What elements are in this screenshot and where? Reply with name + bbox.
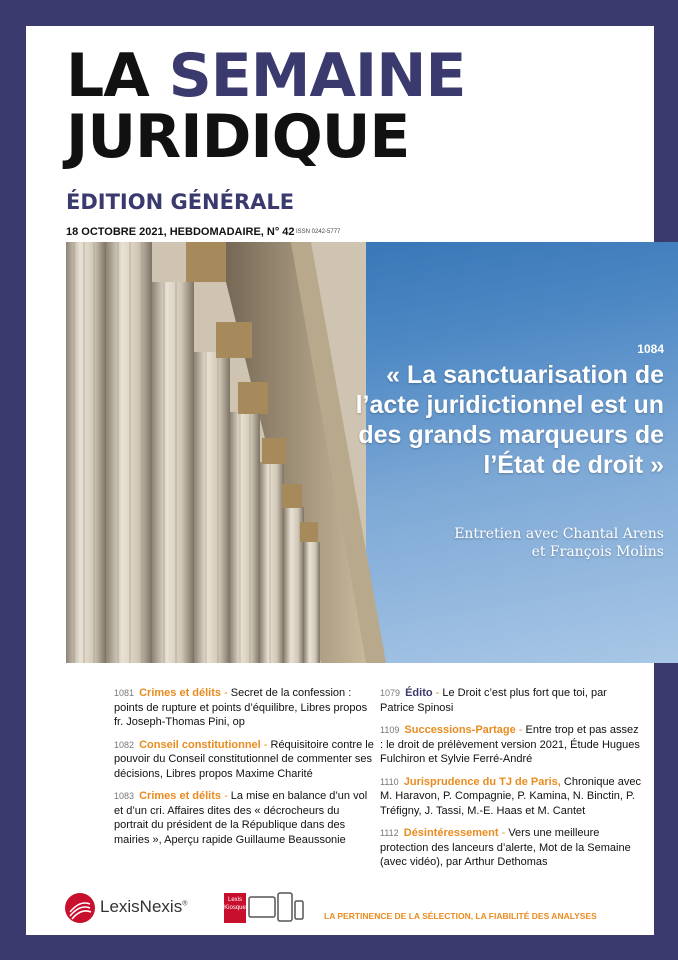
entry-category: Conseil constitutionnel (139, 738, 261, 751)
entry-text: Réquisitoire contre le pouvoir du Conseil constitutionnel de commenter ses décisions, Libres propos Maxime Charité (114, 738, 374, 780)
cover-subtitle (404, 525, 664, 561)
lexis-kiosque-badge[interactable] (224, 891, 304, 929)
entry-text: Secret de la confession : points de rupture et points d’équilibre, Libres propos fr. Joseph-Thomas Pini, op (114, 687, 368, 728)
entry-category: Successions-Partage (404, 724, 516, 736)
masthead-line-1 (66, 41, 626, 111)
contents-entry[interactable] (380, 686, 642, 715)
cover-panel (26, 26, 664, 935)
entry-category: Édito (405, 687, 433, 699)
contents-left-column (114, 686, 376, 855)
entry-category: Crimes et délits (139, 687, 222, 699)
entry-category: Jurisprudence du TJ de Paris, (403, 775, 561, 788)
entry-separator: - (498, 827, 509, 839)
issue-dateline: 18 OCTOBRE 2021, HEBDOMADAIRE, N° 42 (66, 226, 295, 238)
cover-photo (66, 242, 678, 663)
lexisnexis-logo[interactable] (64, 888, 214, 928)
kiosque-icon (224, 893, 246, 923)
entry-text: Chronique avec M. Haravon, P. Compagnie, P. Kamina, N. Binctin, P. Tréfigny, J. Tassi, M.-E. Haas et M. Cantet (380, 775, 641, 817)
contents-right-column (380, 686, 642, 878)
issn: ISSN 0242-5777 (296, 229, 341, 235)
entry-number: 1109 (380, 725, 400, 735)
entry-text: La mise en balance d’un vol et d’un cri. Affaires dites des « décrocheurs du portrait du président de la République dans des mairies », Aperçu rapide Guillaume Beaussonie (114, 790, 368, 846)
entry-category: Crimes et délits (139, 790, 222, 802)
masthead (66, 41, 626, 172)
cover-headline[interactable]: « La sanctuarisation de l’acte juridictionnel est un des grands marqueurs de l’État de droit » (355, 361, 664, 479)
lexisnexis-wordmark (100, 897, 187, 917)
entry-text: Entre trop et pas assez : le droit de prélèvement version 2021, Étude Hugues Fulchiron et Sylvie Ferré-André (380, 724, 640, 765)
edition-label: ÉDITION GÉNÉRALE (66, 190, 295, 214)
lexisnexis-emblem-icon (64, 892, 96, 924)
contents-entry[interactable] (380, 775, 642, 819)
entry-number: 1082 (114, 739, 135, 750)
entry-separator: - (221, 790, 231, 802)
entry-number: 1083 (114, 791, 135, 801)
contents-entry[interactable] (114, 789, 376, 847)
cover-article-number: 1084 (637, 342, 664, 356)
contents-entry[interactable] (380, 826, 642, 870)
entry-number: 1081 (114, 688, 135, 698)
entry-separator: - (515, 724, 526, 736)
cover-subtitle-line-1: Entretien avec Chantal Arens (454, 526, 664, 542)
entry-separator: - (432, 687, 443, 699)
masthead-semaine: SEMAINE (168, 41, 466, 111)
entry-separator: - (221, 687, 231, 699)
contents-entry[interactable] (380, 723, 642, 767)
logo-registered: ® (182, 900, 188, 908)
entry-text: Le Droit c’est plus fort que toi, par Patrice Spinosi (380, 687, 607, 714)
logo-name: LexisNexis (100, 897, 183, 916)
devices-icon (248, 891, 304, 925)
contents-entry[interactable] (114, 738, 376, 782)
entry-text: Vers une meilleure protection des lanceurs d’alerte, Mot de la Semaine (avec vidéo), par Arthur Dethomas (380, 827, 631, 868)
entry-category: Désintéressement (403, 827, 499, 839)
kiosque-label-2: Kiosque (224, 905, 246, 911)
footer-tagline: LA PERTINENCE DE LA SÉLECTION, LA FIABILITÉ DES ANALYSES (324, 911, 597, 921)
entry-number: 1112 (380, 828, 399, 838)
masthead-la: LA (66, 41, 169, 111)
contents-entry[interactable] (114, 686, 376, 730)
entry-separator: - (260, 738, 271, 751)
entry-number: 1110 (380, 776, 399, 787)
cover-subtitle-line-2: et François Molins (531, 544, 664, 560)
masthead-juridique: JURIDIQUE (66, 102, 410, 172)
kiosque-label-1: Lexis (227, 897, 242, 903)
entry-number: 1079 (380, 688, 401, 698)
